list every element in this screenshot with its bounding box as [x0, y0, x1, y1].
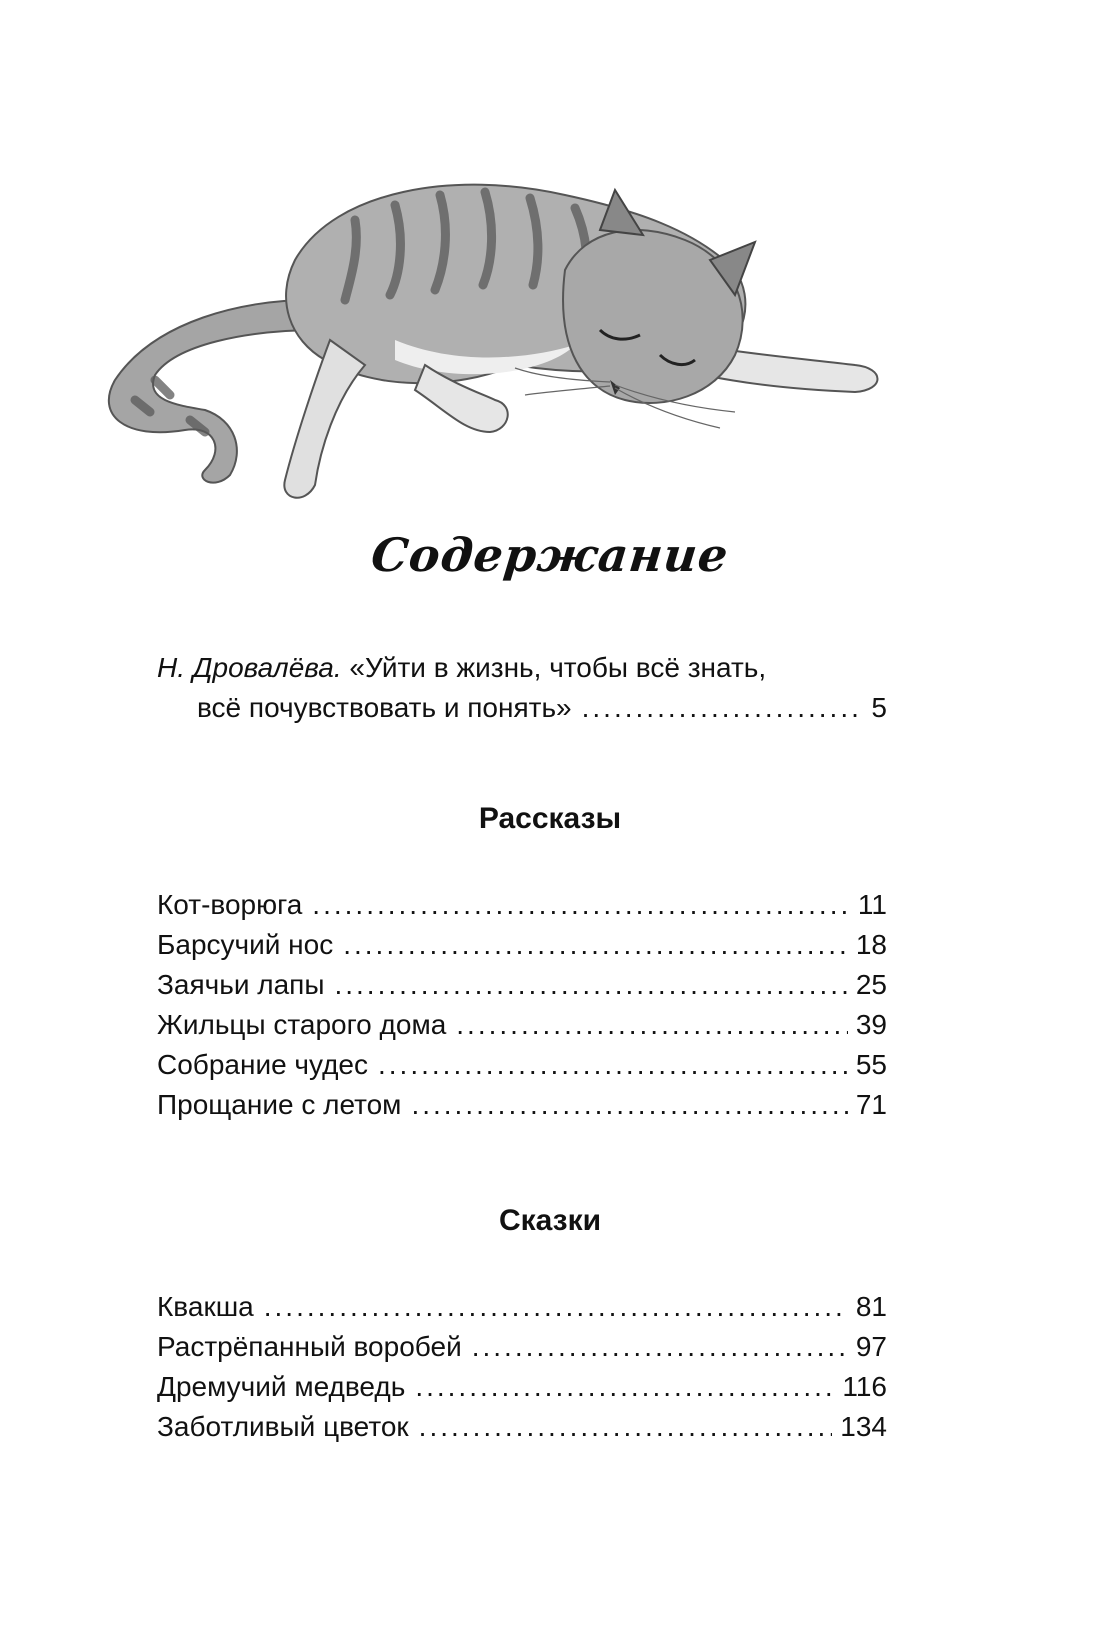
toc-entry[interactable] — [157, 1407, 887, 1447]
leader-dots — [415, 1367, 834, 1407]
entry-page-number: 97 — [855, 1331, 887, 1362]
entry-page-number: 39 — [855, 1009, 887, 1040]
toc-entry[interactable] — [157, 1327, 887, 1367]
intro-line-1 — [157, 648, 887, 688]
entry-title: Растрёпанный воробей — [157, 1331, 462, 1362]
toc-intro-entry[interactable] — [157, 648, 887, 728]
leader-dots — [472, 1327, 848, 1367]
leader-dots — [378, 1045, 848, 1085]
toc-entry[interactable] — [157, 925, 887, 965]
entry-page-number: 25 — [855, 969, 887, 1000]
entry-page-number: 11 — [857, 889, 887, 920]
intro-page-number: 5 — [871, 692, 887, 723]
entry-title: Кот-ворюга — [157, 889, 303, 920]
intro-title-line2: всё почувствовать и понять» — [197, 692, 572, 723]
toc-entry[interactable] — [157, 1045, 887, 1085]
leader-dots — [343, 925, 848, 965]
toc-entry[interactable] — [157, 965, 887, 1005]
toc-entry[interactable] — [157, 1005, 887, 1045]
leader-dots — [264, 1287, 848, 1327]
entry-title: Заячьи лапы — [157, 969, 325, 1000]
leader-dots — [334, 965, 847, 1005]
leader-dots — [419, 1407, 833, 1447]
intro-line-2 — [157, 688, 887, 728]
stories-list — [157, 885, 887, 1125]
toc-heading: Содержание — [368, 528, 732, 582]
leader-dots — [411, 1085, 847, 1125]
entry-title: Квакша — [157, 1291, 254, 1322]
entry-page-number: 18 — [855, 929, 887, 960]
entry-title: Заботливый цветок — [157, 1411, 409, 1442]
entry-page-number: 134 — [840, 1411, 887, 1442]
toc-entry[interactable] — [157, 1367, 887, 1407]
toc-entry[interactable] — [157, 885, 887, 925]
leader-dots — [582, 688, 864, 728]
entry-page-number: 81 — [855, 1291, 887, 1322]
sleeping-cat-icon — [95, 150, 925, 530]
entry-title: Жильцы старого дома — [157, 1009, 447, 1040]
toc-entry[interactable] — [157, 1287, 887, 1327]
entry-title: Барсучий нос — [157, 929, 334, 960]
entry-page-number: 116 — [842, 1371, 887, 1402]
entry-title: Прощание с летом — [157, 1089, 402, 1120]
entry-page-number: 55 — [855, 1049, 887, 1080]
leader-dots — [456, 1005, 848, 1045]
toc-entry[interactable] — [157, 1085, 887, 1125]
entry-title: Собрание чудес — [157, 1049, 368, 1080]
entry-title: Дремучий медведь — [157, 1371, 406, 1402]
section-title-tales: Сказки — [498, 1204, 602, 1237]
entry-page-number: 71 — [855, 1089, 887, 1120]
leader-dots — [312, 885, 850, 925]
intro-title-line1: «Уйти в жизнь, чтобы всё знать, — [349, 652, 767, 683]
section-title-stories: Рассказы — [478, 802, 622, 835]
tales-list — [157, 1287, 887, 1447]
intro-author: Н. Дровалёва. — [157, 652, 342, 683]
